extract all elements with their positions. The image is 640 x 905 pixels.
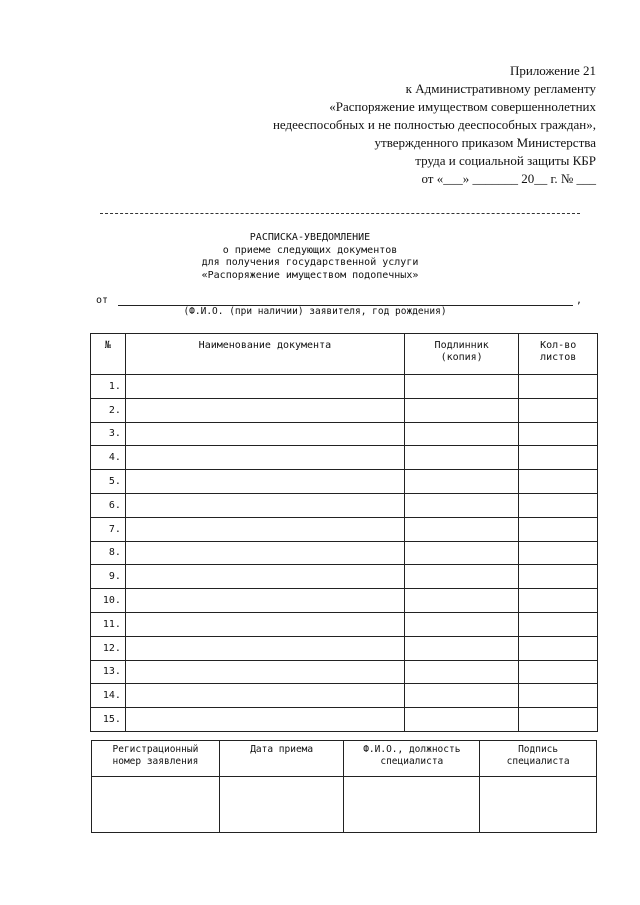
header-sheet-count (519, 334, 598, 375)
registration-number-cell[interactable] (92, 777, 220, 833)
receipt-heading (160, 232, 460, 282)
sheet-count-cell[interactable] (519, 708, 598, 732)
sheet-count-cell[interactable] (519, 375, 598, 399)
sheet-count-cell[interactable] (519, 565, 598, 589)
appendix-title: Приложение 21 (509, 63, 596, 78)
document-name-cell[interactable] (125, 446, 404, 470)
document-name-cell[interactable] (125, 470, 404, 494)
table-row (91, 398, 598, 422)
original-copy-cell[interactable] (404, 684, 518, 708)
table-row (91, 660, 598, 684)
table-row (91, 517, 598, 541)
sheet-count-cell[interactable] (519, 470, 598, 494)
row-number-cell: 13. (91, 660, 126, 684)
document-name-cell[interactable] (125, 422, 404, 446)
registration-table (91, 740, 597, 833)
table-row (91, 565, 598, 589)
receipt-title: РАСПИСКА-УВЕДОМЛЕНИЕ (249, 232, 371, 243)
header-reg-line1: Регистрационный (112, 744, 199, 755)
row-number-cell: 2. (91, 398, 126, 422)
original-copy-cell[interactable] (404, 541, 518, 565)
documents-table-body (91, 375, 598, 732)
sheet-count-cell[interactable] (519, 422, 598, 446)
header-specialist-name (344, 741, 480, 777)
appendix-line: труда и социальной защиты КБР (415, 153, 596, 168)
header-signature-line2: специалиста (506, 756, 570, 767)
header-acceptance-date: Дата приема (219, 741, 344, 777)
row-number-cell: 15. (91, 708, 126, 732)
appendix-line: утвержденного приказом Министерства (374, 135, 596, 150)
table-row (91, 493, 598, 517)
row-number-cell: 3. (91, 422, 126, 446)
table-row (91, 541, 598, 565)
table-row (91, 612, 598, 636)
acceptance-date-cell[interactable] (219, 777, 344, 833)
document-name-cell[interactable] (125, 684, 404, 708)
original-copy-cell[interactable] (404, 422, 518, 446)
sheet-count-cell[interactable] (519, 517, 598, 541)
documents-table (90, 333, 598, 732)
appendix-header (176, 62, 596, 188)
applicant-comma: , (576, 295, 583, 306)
applicant-caption: (Ф.И.О. (при наличии) заявителя, год рождения) (183, 306, 447, 317)
row-number-cell: 1. (91, 375, 126, 399)
table-row (91, 589, 598, 613)
original-copy-cell[interactable] (404, 565, 518, 589)
original-copy-cell[interactable] (404, 660, 518, 684)
header-reg-line2: номер заявления (112, 756, 199, 767)
table-row (91, 684, 598, 708)
row-number-cell: 9. (91, 565, 126, 589)
header-sheets-label: листов (540, 352, 577, 363)
header-specialist-line2: специалиста (380, 756, 444, 767)
sheet-count-cell[interactable] (519, 660, 598, 684)
original-copy-cell[interactable] (404, 446, 518, 470)
row-number-cell: 6. (91, 493, 126, 517)
header-specialist-line1: Ф.И.О., должность (363, 744, 461, 755)
original-copy-cell[interactable] (404, 636, 518, 660)
document-name-cell[interactable] (125, 398, 404, 422)
receipt-service-name: «Распоряжение имуществом подопечных» (201, 269, 419, 281)
table-row (91, 708, 598, 732)
appendix-line: «Распоряжение имуществом совершеннолетних (329, 99, 596, 114)
sheet-count-cell[interactable] (519, 684, 598, 708)
sheet-count-cell[interactable] (519, 446, 598, 470)
documents-table-header (91, 334, 598, 375)
table-row (91, 375, 598, 399)
document-name-cell[interactable] (125, 565, 404, 589)
row-number-cell: 12. (91, 636, 126, 660)
registration-table-header (92, 741, 597, 777)
cut-line-divider (100, 213, 580, 214)
document-name-cell[interactable] (125, 612, 404, 636)
original-copy-cell[interactable] (404, 612, 518, 636)
receipt-subtitle: о приеме следующих документов (222, 244, 398, 256)
receipt-subtitle: для получения государственной услуги (201, 257, 419, 268)
appendix-date-line: от «___» _______ 20__ г. № ___ (421, 171, 596, 186)
document-name-cell[interactable] (125, 493, 404, 517)
document-name-cell[interactable] (125, 541, 404, 565)
row-number-cell: 10. (91, 589, 126, 613)
header-registration-number (92, 741, 220, 777)
specialist-signature-cell[interactable] (480, 777, 597, 833)
original-copy-cell[interactable] (404, 375, 518, 399)
header-original-copy (404, 334, 518, 375)
header-document-name: Наименование документа (125, 334, 404, 375)
header-signature-line1: Подпись (518, 744, 559, 755)
original-copy-cell[interactable] (404, 470, 518, 494)
row-number-cell: 7. (91, 517, 126, 541)
table-row (91, 636, 598, 660)
document-name-cell[interactable] (125, 517, 404, 541)
row-number-cell: 14. (91, 684, 126, 708)
header-copy-label: (копия) (440, 352, 483, 363)
header-count-label: Кол-во (540, 340, 577, 351)
document-name-cell[interactable] (125, 708, 404, 732)
specialist-name-cell[interactable] (344, 777, 480, 833)
appendix-line: к Административному регламенту (405, 81, 596, 96)
original-copy-cell[interactable] (404, 517, 518, 541)
row-number-cell: 5. (91, 470, 126, 494)
row-number-cell: 11. (91, 612, 126, 636)
original-copy-cell[interactable] (404, 589, 518, 613)
row-number-cell: 4. (91, 446, 126, 470)
sheet-count-cell[interactable] (519, 612, 598, 636)
sheet-count-cell[interactable] (519, 493, 598, 517)
table-row (91, 470, 598, 494)
header-specialist-signature (480, 741, 597, 777)
header-original-label: Подлинник (434, 340, 489, 351)
registration-table-row (92, 777, 597, 833)
sheet-count-cell[interactable] (519, 541, 598, 565)
row-number-cell: 8. (91, 541, 126, 565)
sheet-count-cell[interactable] (519, 589, 598, 613)
table-row (91, 446, 598, 470)
document-name-cell[interactable] (125, 660, 404, 684)
document-name-cell[interactable] (125, 636, 404, 660)
document-name-cell[interactable] (125, 375, 404, 399)
from-label: от (96, 295, 109, 306)
header-number: № (91, 334, 126, 375)
original-copy-cell[interactable] (404, 493, 518, 517)
sheet-count-cell[interactable] (519, 398, 598, 422)
document-name-cell[interactable] (125, 589, 404, 613)
sheet-count-cell[interactable] (519, 636, 598, 660)
original-copy-cell[interactable] (404, 708, 518, 732)
appendix-line: недееспособных и не полностью дееспособных граждан», (272, 117, 596, 132)
original-copy-cell[interactable] (404, 398, 518, 422)
table-row (91, 422, 598, 446)
